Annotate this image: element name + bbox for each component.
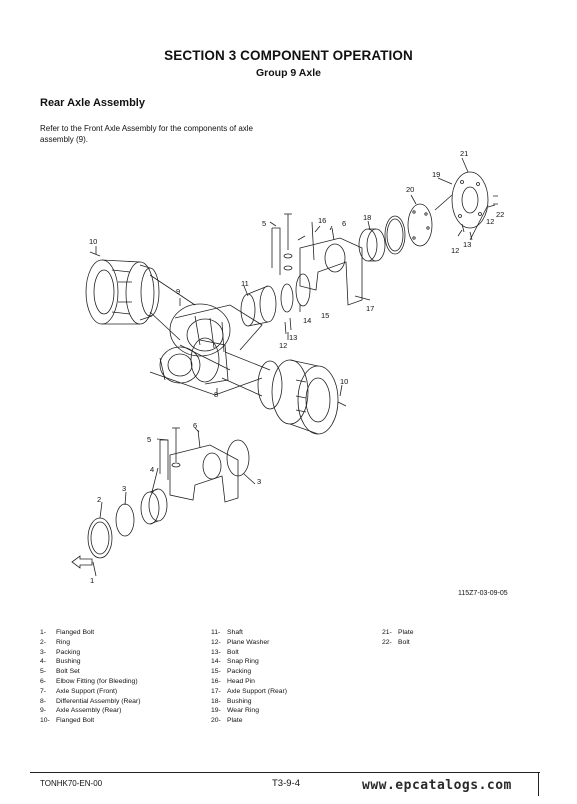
figure-code: 115Z7-03-09-05 (458, 590, 508, 597)
legend-item-number: 6- (40, 677, 47, 685)
bolt-set-top (272, 214, 292, 275)
callout-12a: 12 (486, 217, 495, 226)
elbow-fitting-bottom (198, 430, 200, 448)
callout-12c: 12 (279, 341, 288, 350)
legend-item-text: Bolt (398, 638, 410, 646)
differential (160, 338, 228, 384)
legend-item-text: Plate (227, 717, 243, 725)
legend-item-text: Head Pin (227, 677, 255, 685)
legend-item (211, 628, 287, 638)
callout-10-bottom: 10 (340, 377, 349, 386)
callout-4: 4 (150, 465, 155, 474)
legend-item-number: 7- (40, 687, 47, 695)
plate-20 (408, 204, 432, 246)
wear-ring (385, 216, 405, 254)
callout-3-right: 3 (257, 477, 262, 486)
legend-item (40, 677, 141, 687)
callout-15: 15 (321, 311, 330, 320)
callout-12b: 12 (451, 246, 460, 255)
legend-item-number: 19- (211, 707, 221, 715)
legend-item-number: 5- (40, 668, 47, 676)
center-housing (170, 304, 262, 370)
callout-22: 22 (496, 210, 505, 219)
legend-item (40, 657, 141, 667)
ring-2 (88, 518, 112, 558)
legend-item-number: 3- (40, 648, 47, 656)
elbow-fitting-top (332, 228, 334, 240)
bushing-18 (359, 229, 385, 261)
legend-item (211, 687, 287, 697)
packing-3-left (116, 504, 134, 536)
legend-item-number: 21- (382, 629, 392, 636)
legend-item-text: Flanged Bolt (56, 629, 95, 636)
document-code: TONHK70-EN-00 (40, 779, 103, 788)
legend-item-text: Plate (398, 629, 414, 636)
bolts-lower (285, 318, 291, 334)
legend-item-number: 1- (40, 629, 47, 636)
legend-item (40, 628, 141, 638)
legend-item (40, 648, 141, 658)
flanged-bolt-bottom (338, 402, 346, 406)
callout-1: 1 (90, 576, 95, 585)
legend-item (211, 716, 287, 726)
legend-item-text: Snap Ring (227, 658, 259, 666)
legend-item-text: Ring (56, 638, 70, 646)
head-pin (312, 222, 314, 260)
callout-3-left: 3 (122, 484, 127, 493)
callout-17: 17 (366, 304, 375, 313)
legend-item (40, 697, 141, 707)
section-title: SECTION 3 COMPONENT OPERATION (164, 48, 413, 63)
callout-16: 16 (318, 216, 327, 225)
legend-item-number: 4- (40, 658, 47, 666)
callout-5-bottom: 5 (147, 435, 152, 444)
legend-column-2 (211, 628, 287, 726)
legend-item-text: Shaft (227, 629, 243, 636)
callout-6-bottom: 6 (193, 421, 198, 430)
legend-item-number: 17- (211, 687, 221, 695)
legend-item-number: 18- (211, 697, 221, 705)
legend-item-text: Axle Support (Front) (56, 687, 118, 695)
legend-item-number: 14- (211, 658, 221, 666)
legend-item (40, 687, 141, 697)
legend-item-text: Wear Ring (227, 707, 259, 715)
footer-rule (30, 772, 540, 773)
legend-item (40, 638, 141, 648)
legend-item (211, 706, 287, 716)
packing-15 (296, 274, 310, 306)
legend-column-3 (382, 628, 414, 648)
callout-19: 19 (432, 170, 441, 179)
legend-item-number: 13- (211, 648, 221, 656)
legend-item (211, 697, 287, 707)
callout-10-top: 10 (89, 237, 98, 246)
legend-item-text: Axle Support (Rear) (227, 687, 288, 695)
plate-21 (435, 172, 488, 240)
legend-item (40, 716, 141, 726)
legend-item-number: 15- (211, 668, 221, 676)
snap-ring (281, 284, 293, 312)
legend-item-number: 12- (211, 638, 221, 646)
legend-item-number: 2- (40, 638, 47, 646)
bushing-4 (141, 489, 167, 524)
callout-11: 11 (241, 279, 249, 288)
legend-item-text: Bushing (56, 658, 81, 666)
legend-item (211, 648, 287, 658)
legend-column-1 (40, 628, 141, 726)
legend-item-text: Plane Washer (227, 638, 270, 646)
callout-21: 21 (460, 149, 469, 158)
legend-item-text: Bolt (227, 648, 239, 656)
axle-support-front (170, 445, 238, 502)
legend-item-text: Bolt Set (56, 668, 80, 676)
legend-item-number: 22- (382, 638, 392, 646)
callout-14: 14 (303, 316, 312, 325)
group-title: Group 9 Axle (256, 67, 321, 79)
footer-divider (538, 772, 539, 796)
legend-item (211, 657, 287, 667)
legend-item-number: 20- (211, 717, 221, 725)
legend-item-text: Elbow Fitting (for Bleeding) (56, 677, 138, 685)
legend-item-text: Packing (227, 668, 252, 676)
legend-item (211, 667, 287, 677)
callout-18: 18 (363, 213, 372, 222)
legend-item (382, 638, 414, 648)
legend-item (211, 677, 287, 687)
legend-item-text: Differential Assembly (Rear) (56, 697, 141, 705)
legend-item (40, 706, 141, 716)
legend-item-number: 11- (211, 629, 221, 636)
callout-9: 9 (176, 287, 181, 296)
right-tube (222, 352, 270, 396)
callout-6-top: 6 (342, 219, 347, 228)
legend-item-number: 10- (40, 717, 50, 725)
legend-item (382, 628, 414, 638)
page-number: T3-9-4 (272, 778, 300, 789)
callout-13b: 13 (289, 333, 298, 342)
callout-2: 2 (97, 495, 102, 504)
legend-item (211, 638, 287, 648)
intro-text: Refer to the Front Axle Assembly for the components of axle assembly (9). (40, 124, 253, 144)
callout-13a: 13 (463, 240, 472, 249)
left-hub (86, 260, 159, 324)
legend-item-text: Packing (56, 648, 81, 656)
legend-item-number: 9- (40, 707, 47, 715)
axle-support-rear (298, 236, 362, 305)
legend-item-number: 16- (211, 677, 221, 685)
right-hub (258, 360, 338, 434)
legend-item-text: Flanged Bolt (56, 717, 95, 725)
callout-5-top: 5 (262, 219, 267, 228)
legend-item-text: Axle Assembly (Rear) (56, 707, 122, 715)
bolts-22 (493, 196, 498, 204)
flanged-bolt-top (90, 252, 100, 256)
watermark: www.epcatalogs.com (362, 778, 512, 793)
callout-20: 20 (406, 185, 415, 194)
legend-item (40, 667, 141, 677)
legend-item-number: 8- (40, 697, 47, 705)
legend-item-text: Bushing (227, 697, 252, 705)
callout-8: 8 (214, 390, 219, 399)
topic-title: Rear Axle Assembly (40, 97, 145, 109)
